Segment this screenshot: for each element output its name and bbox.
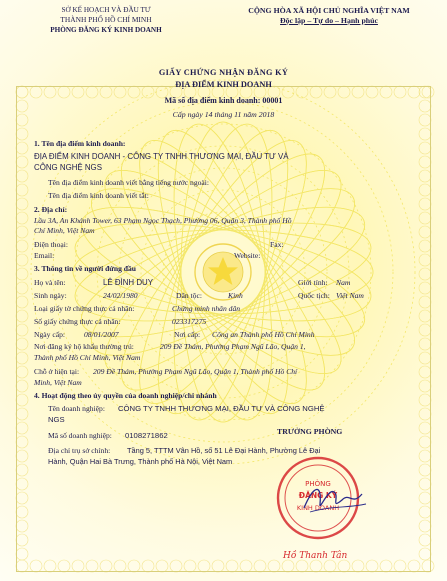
nationality-label: Quốc tịch:	[298, 291, 330, 300]
head-name-value: LÊ ĐÌNH DUY	[103, 278, 153, 287]
dob-label: Sinh ngày:	[34, 291, 67, 300]
current-address-line2: Minh, Việt Nam	[34, 378, 82, 387]
section1-heading: 1. Tên địa điểm kinh doanh:	[34, 139, 126, 148]
issue-place-label: Nơi cấp:	[174, 330, 201, 339]
handwritten-signature	[300, 478, 370, 518]
taxcode-value: 0108271862	[125, 431, 168, 440]
company-value-line2: NGS	[48, 415, 65, 424]
gender-label: Giới tính:	[298, 278, 328, 287]
abbrev-name-label: Tên địa điểm kinh doanh viết tắt:	[48, 191, 149, 200]
head-name-label: Họ và tên:	[34, 278, 66, 287]
gender-value: Nam	[336, 278, 351, 287]
foreign-name-label: Tên địa điểm kinh doanh viết bằng tiếng nước ngoài:	[48, 178, 210, 187]
issue-date-label: Ngày cấp:	[34, 330, 65, 339]
idtype-value: Chứng minh nhân dân	[172, 304, 241, 313]
phone-label: Điện thoại:	[34, 240, 68, 249]
residence-label: Nơi đăng ký hộ khẩu thường trú:	[34, 342, 134, 351]
residence-value-line1: 209 Đề Thám, Phường Phạm Ngũ Lão, Quận 1,	[160, 342, 306, 351]
nationality-value: Việt Nam	[336, 291, 364, 300]
chief-title: TRƯỞNG PHÒNG	[277, 427, 343, 436]
website-label: Website:	[234, 251, 261, 260]
signer-name: Hồ Thanh Tân	[283, 551, 348, 561]
section4-heading: 4. Hoạt động theo ủy quyền của doanh nghiệp/chi nhánh	[34, 391, 217, 400]
idno-label: Số giấy chứng thực cá nhân:	[34, 317, 121, 326]
hq-address-line1: Tầng 5, TTTM Vân Hồ, số 51 Lê Đại Hành, Phường Lê Đại	[127, 446, 321, 455]
company-label: Tên doanh nghiệp:	[48, 404, 105, 413]
national-motto: Độc lập – Tự do – Hạnh phúc	[280, 16, 378, 25]
location-name-line2: CÔNG NGHỆ NGS	[34, 163, 102, 172]
taxcode-label: Mã số doanh nghiệp:	[48, 431, 112, 440]
address-line1: Lầu 3A, An Khánh Tower, 63 Phạm Ngọc Thạch, Phường 06, Quận 3, Thành phố Hồ	[34, 216, 292, 225]
issued-date-line: Cấp ngày 14 tháng 11 năm 2018	[172, 110, 275, 119]
ethnic-label: Dân tộc:	[176, 291, 202, 300]
idtype-label: Loại giấy tờ chứng thực cá nhân:	[34, 304, 135, 313]
email-label: Email:	[34, 251, 55, 260]
certificate-title: GIẤY CHỨNG NHẬN ĐĂNG KÝ	[158, 68, 289, 77]
business-location-code: Mã số địa điểm kinh doanh: 00001	[164, 96, 283, 105]
agency-line2: THÀNH PHỐ HỒ CHÍ MINH	[60, 15, 152, 25]
stamp-text-mid: ĐĂNG KÝ	[298, 491, 338, 500]
residence-value-line2: Thành phố Hồ Chí Minh, Việt Nam	[34, 353, 141, 362]
national-header	[224, 6, 434, 26]
issuing-agency	[26, 5, 186, 36]
section2-heading: 2. Địa chỉ:	[34, 205, 68, 214]
idno-value: 023317275	[172, 317, 207, 326]
section3-heading: 3. Thông tin về người đứng đầu	[34, 264, 137, 273]
company-value-line1: CÔNG TY TNHH THƯƠNG MẠI, ĐẦU TƯ VÀ CÔNG NGHỆ	[118, 404, 325, 413]
location-name-line1: ĐỊA ĐIỂM KINH DOANH - CÔNG TY TNHH THƯƠNG MẠI, ĐẦU TƯ VÀ	[34, 152, 289, 161]
hq-address-label: Địa chỉ trụ sở chính:	[48, 446, 111, 455]
current-address-label: Chỗ ở hiện tại:	[34, 367, 80, 376]
issue-date-value: 08/01/2007	[84, 330, 119, 339]
dob-value: 24/02/1980	[103, 291, 138, 300]
issue-place-value: Công an Thành phố Hồ Chí Minh	[212, 330, 315, 339]
fax-label: Fax:	[270, 240, 284, 249]
current-address-line1: 209 Đề Thám, Phường Phạm Ngũ Lão, Quận 1, Thành phố Hồ Chí	[93, 367, 298, 376]
agency-line1: SỞ KẾ HOẠCH VÀ ĐẦU TƯ	[61, 6, 151, 14]
stamp-text-bot: KINH DOANH	[296, 504, 340, 512]
hq-address-line2: Hành, Quận Hai Bà Trưng, Thành phố Hà Nội, Việt Nam	[48, 457, 233, 466]
ethnic-value: Kinh	[228, 291, 243, 300]
certificate-subtitle: ĐỊA ĐIỂM KINH DOANH	[175, 80, 272, 89]
nation-name: CỘNG HÒA XÃ HỘI CHỦ NGHĨA VIỆT NAM	[248, 6, 410, 15]
agency-line3: PHÒNG ĐĂNG KÝ KINH DOANH	[50, 26, 162, 35]
address-line2: Chí Minh, Việt Nam	[34, 226, 95, 235]
stamp-text-top: PHÒNG	[305, 480, 331, 488]
